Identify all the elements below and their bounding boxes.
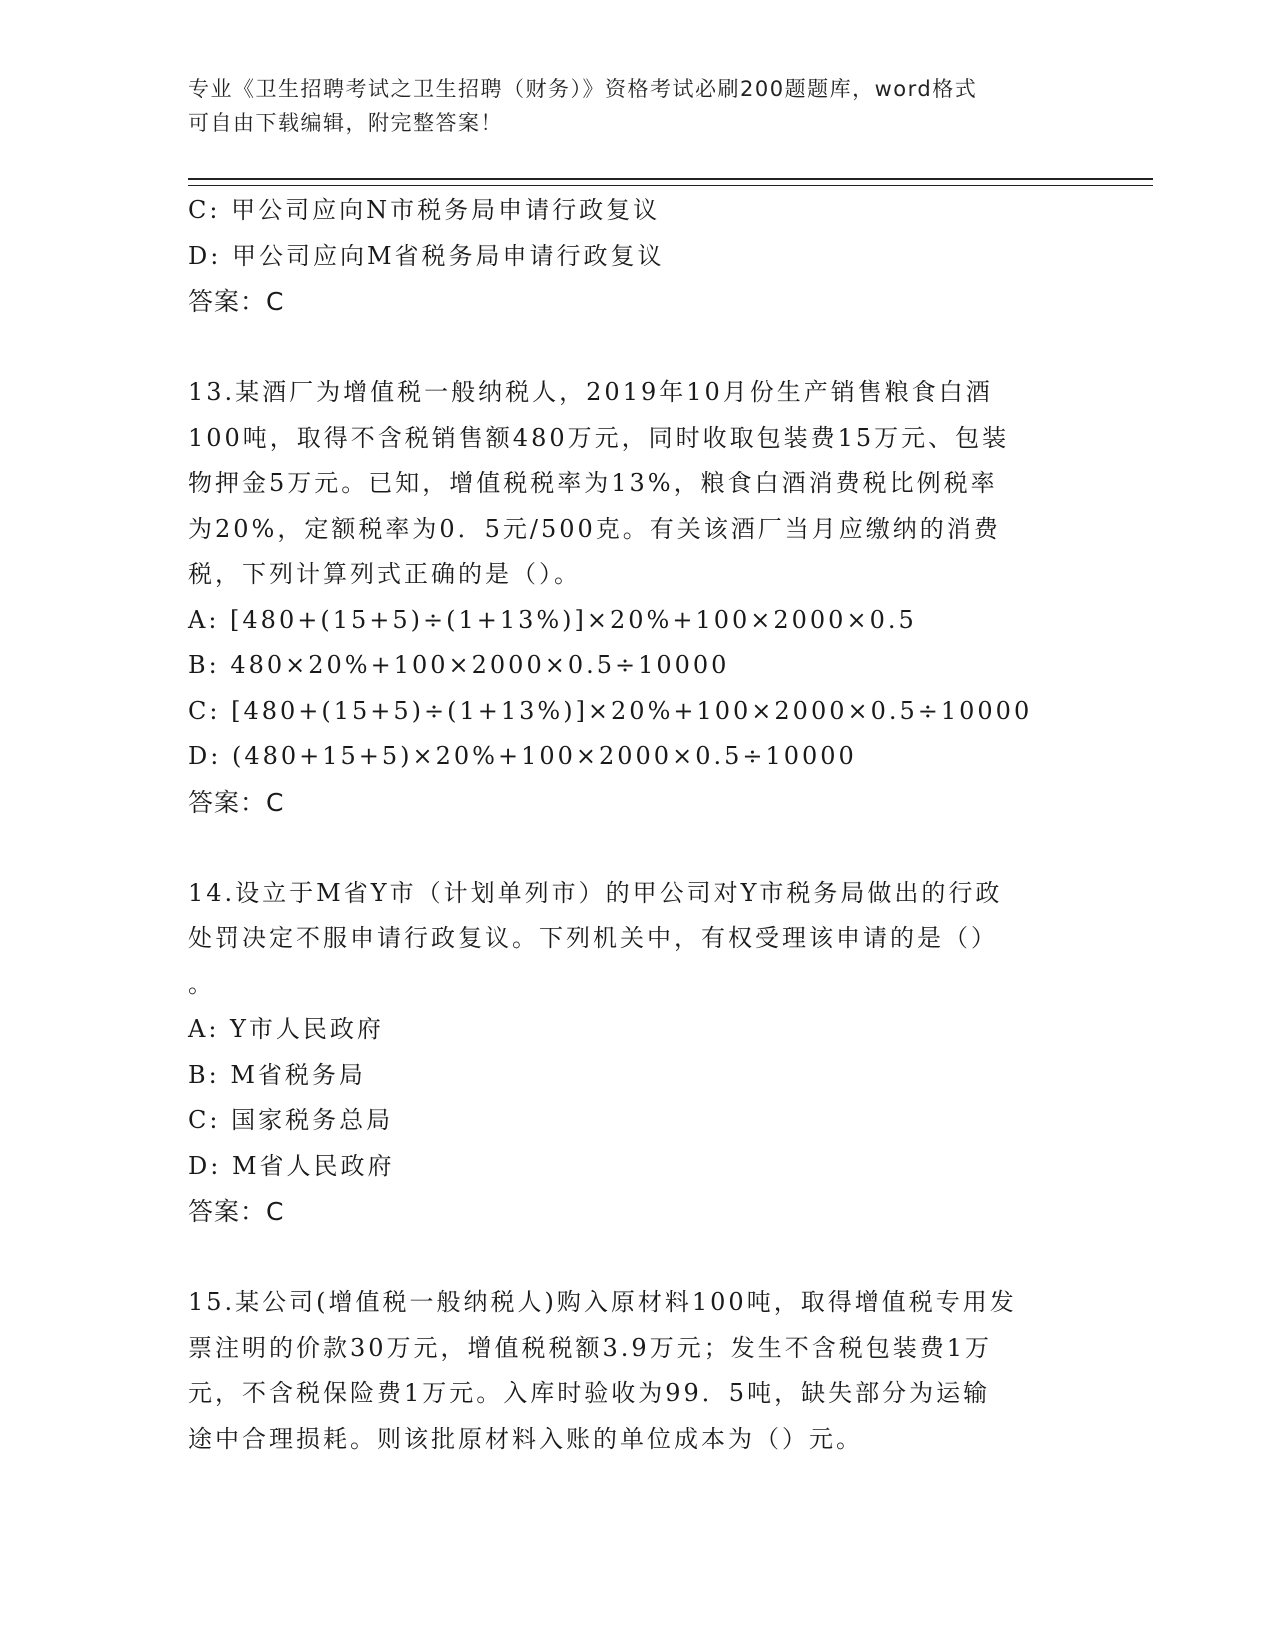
question-stem-line: 为20%，定额税率为0．5元/500克。有关该酒厂当月应缴纳的消费	[188, 514, 1001, 543]
option-a: A: [480+(15+5)÷(1+13%)]×20%+100×2000×0.5	[188, 605, 917, 634]
question-stem-line: 100吨，取得不含税销售额480万元，同时收取包装费15万元、包装	[188, 423, 1010, 452]
option-b: B: 480×20%+100×2000×0.5÷10000	[188, 651, 730, 679]
option-c: C: 国家税务总局	[188, 1106, 394, 1134]
question-stem-line: 票注明的价款30万元，增值税税额3.9万元；发生不含税包装费1万	[188, 1333, 992, 1362]
question-stem-line: 途中合理损耗。则该批原材料入账的单位成本为（）元。	[188, 1424, 863, 1453]
question-14	[188, 871, 1068, 1235]
question-stem-line: 。	[188, 969, 215, 998]
answer-line: 答案：C	[188, 287, 285, 316]
option-c: C: 甲公司应向N市税务局申请行政复议	[188, 196, 661, 224]
spacer	[188, 825, 1068, 871]
option-b: B: M省税务局	[188, 1060, 366, 1089]
header-line-1: 专业《卫生招聘考试之卫生招聘（财务）》资格考试必刷200题题库，word格式	[188, 77, 978, 101]
document-header	[188, 72, 1088, 140]
spacer	[188, 1235, 1068, 1281]
question-13	[188, 370, 1068, 825]
answer-line: 答案：C	[188, 787, 285, 817]
option-d: D: M省人民政府	[188, 1151, 395, 1180]
option-d: D: 甲公司应向M省税务局申请行政复议	[188, 241, 665, 270]
option-c: C: [480+(15+5)÷(1+13%)]×20%+100×2000×0.5÷10000	[188, 696, 1033, 725]
question-stem-line: 元，不含税保险费1万元。入库时验收为99．5吨，缺失部分为运输	[188, 1379, 991, 1407]
question-stem-line: 14.设立于M省Y市（计划单列市）的甲公司对Y市税务局做出的行政	[188, 878, 1003, 907]
spacer	[188, 325, 1068, 371]
prev-question	[188, 188, 1068, 325]
header-line-2: 可自由下载编辑，附完整答案！	[188, 111, 503, 135]
answer-line: 答案：C	[188, 1197, 285, 1226]
question-stem-line: 税，下列计算列式正确的是（）。	[188, 560, 581, 588]
question-stem-line: 13.某酒厂为增值税一般纳税人，2019年10月份生产销售粮食白酒	[188, 378, 993, 406]
question-stem-line: 物押金5万元。已知，增值税税率为13%，粮食白酒消费税比例税率	[188, 469, 998, 497]
header-divider	[188, 178, 1153, 186]
question-stem-line: 处罚决定不服申请行政复议。下列机关中，有权受理该申请的是（）	[188, 924, 998, 952]
document-body	[188, 188, 1068, 1462]
question-15	[188, 1280, 1068, 1462]
option-d: D: (480+15+5)×20%+100×2000×0.5÷10000	[188, 742, 857, 770]
question-stem-line: 15.某公司(增值税一般纳税人)购入原材料100吨，取得增值税专用发	[188, 1288, 1017, 1316]
option-a: A: Y市人民政府	[188, 1015, 384, 1043]
